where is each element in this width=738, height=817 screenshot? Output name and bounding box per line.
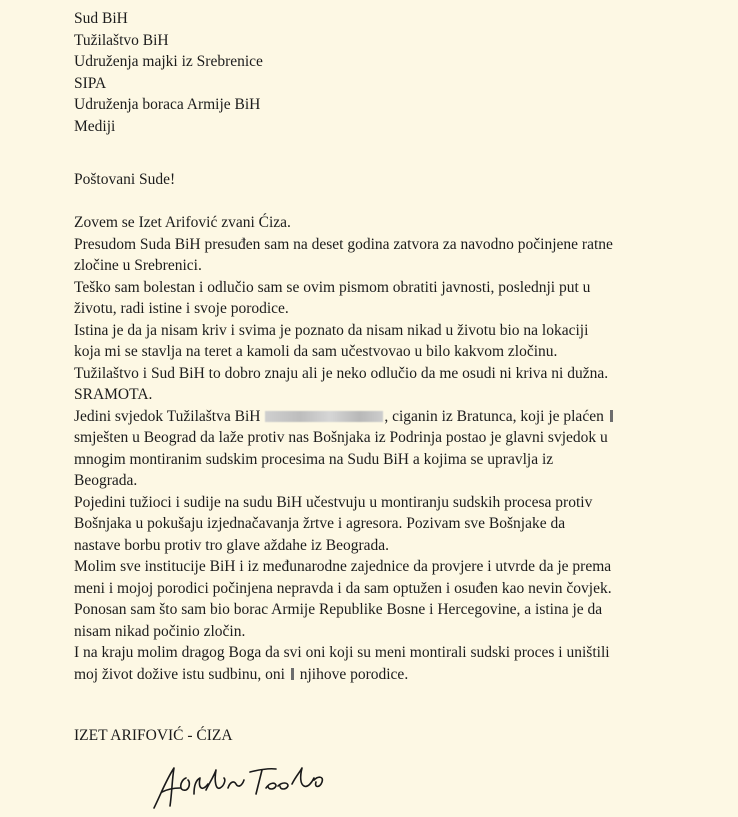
letter-line: koja mi se stavlja na teret a kamoli da sam učestvovao u bilo kakvom zločinu. [74, 343, 558, 360]
recipient-line: Udruženja majki iz Srebrenice [74, 53, 263, 70]
letter-text: njihove porodice. [299, 665, 409, 683]
letter-line: nastave borbu protiv tro glave aždahe iz Beograda. [74, 536, 390, 554]
redacted-name [265, 411, 383, 422]
letter-line: SRAMOTA. [74, 386, 153, 403]
letter-text: moj život dožive istu sudbinu, oni [74, 665, 285, 683]
letter-line [74, 664, 724, 686]
recipient-line: Tužilaštvo BiH [74, 31, 169, 49]
recipient-line: Sud BiH [74, 10, 128, 27]
letter-line: zločine u Srebrenici. [74, 257, 202, 274]
recipient-line: Udruženja boraca Armije BiH [74, 96, 261, 113]
redaction-mark [610, 410, 613, 422]
letter-line: nisam nikad počinio zločin. [74, 622, 246, 640]
letter-line: smješten u Beograd da laže protiv nas Bošnjaka iz Podrinja postao je glavni svjedok u [74, 429, 608, 446]
letter-text: Jedini svjedok Tužilaštva BiH [74, 407, 261, 425]
letter-line: Molim sve institucije BiH i iz međunarodne zajednice da provjere i utvrde da je prema [74, 558, 612, 575]
letter-line: Pojedini tužioci i sudije na sudu BiH učestvuju u montiranju sudskih procesa protiv [74, 493, 593, 511]
letter-line: Ponosan sam što sam bio borac Armije Republike Bosne i Hercegovine, a istina je da [74, 601, 603, 618]
letter-line: Zovem se Izet Arifović zvani Ćiza. [74, 214, 291, 231]
recipient-line: Mediji [74, 117, 116, 135]
letter-line: Tužilaštvo i Sud BiH to dobro znaju ali je neko odlučio da me osudi ni kriva ni dužna. [74, 364, 609, 382]
letter-line: Bošnjaka u pokušaju izjednačavanja žrtve i agresora. Pozivam sve Bošnjake da [74, 515, 566, 532]
letter-body [74, 212, 724, 685]
letter-line: Teško sam bolestan i odlučio sam se ovim pismom obratiti javnosti, poslednji put u [74, 278, 591, 296]
redaction-mark [291, 668, 294, 680]
recipient-line: SIPA [74, 74, 107, 92]
letter-text: , ciganin iz Bratunca, koji je plaćen [384, 407, 604, 425]
signature-name: IZET ARIFOVIĆ - ĆIZA [74, 727, 233, 744]
recipient-list [74, 8, 263, 137]
salutation: Poštovani Sude! [74, 171, 176, 188]
letter-line: životu, radi istine i svoje porodice. [74, 300, 289, 317]
letter-line: I na kraju molim dragog Boga da svi oni koji su meni montirali sudski proces i uništili [74, 644, 610, 661]
letter-line: meni i mojoj porodici počinjena nepravda i da sam optužen i osuđen kao nevin čovjek. [74, 579, 612, 597]
letter-line: Beograda. [74, 472, 138, 489]
letter-line [74, 406, 724, 428]
letter-line: mnogim montiranim sudskim procesima na Sudu BiH a kojima se upravlja iz [74, 450, 554, 468]
letter-line: Presudom Suda BiH presuđen sam na deset godina zatvora za navodno počinjene ratne [74, 235, 613, 253]
handwritten-signature [150, 762, 350, 814]
letter-line: Istina je da ja nisam kriv i svima je poznato da nisam nikad u životu bio na lokaciji [74, 321, 589, 339]
